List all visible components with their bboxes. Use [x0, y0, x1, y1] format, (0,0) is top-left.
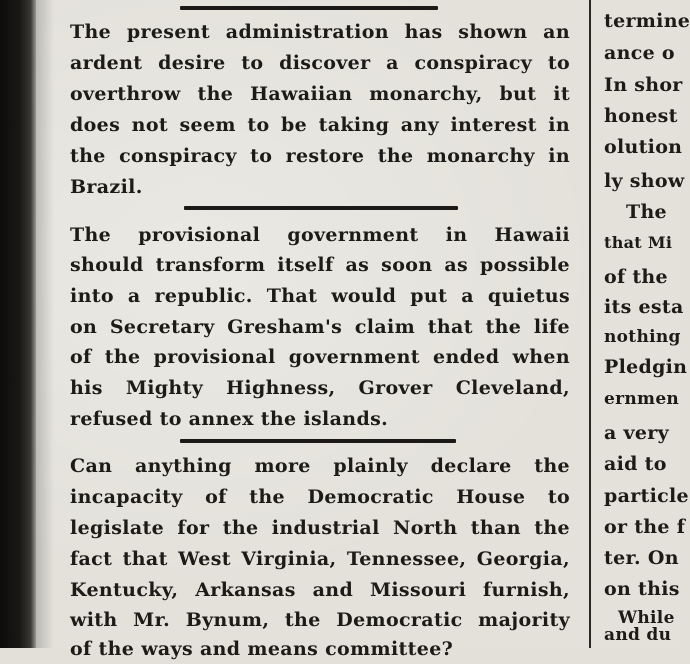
text-line: ernmen	[604, 389, 680, 409]
text-line: particle	[604, 485, 689, 507]
text-line: his Mighty Highness, Grover Cleveland,	[70, 377, 570, 399]
text-line: ter. On	[604, 547, 679, 569]
gutter-shadow	[36, 0, 54, 648]
text-line: incapacity of the Democratic House to	[70, 486, 570, 508]
text-line: honest	[604, 105, 678, 127]
text-line: of the	[604, 266, 668, 288]
text-line: Can anything more plainly declare the	[70, 455, 570, 477]
text-line: refused to annex the islands.	[70, 408, 389, 430]
text-line: should transform itself as soon as possible	[70, 254, 570, 276]
scan-dark-edge	[0, 0, 36, 648]
text-line: that Mi	[604, 233, 673, 252]
column-divider	[589, 0, 591, 648]
text-line: of the ways and means committee?	[70, 638, 454, 660]
text-line: on this	[604, 578, 680, 600]
text-line: Brazil.	[70, 176, 143, 198]
text-line: of the provisional government ended when	[70, 346, 570, 368]
text-line: or the f	[604, 516, 686, 538]
text-line: nothing	[604, 327, 681, 347]
separator-rule-top	[180, 6, 438, 10]
text-line: its esta	[604, 296, 684, 318]
text-line: into a republic. That would put a quietus	[70, 285, 570, 307]
text-line: overthrow the Hawaiian monarchy, but it	[70, 83, 570, 105]
text-line: fact that West Virginia, Tennessee, Georgia,	[70, 548, 570, 570]
text-line: and du	[604, 625, 672, 645]
text-line: The provisional government in Hawaii	[70, 224, 570, 246]
text-line: In shor	[604, 74, 683, 96]
adjacent-column-cropped	[596, 0, 690, 648]
text-line: on Secretary Gresham's claim that the life	[70, 316, 570, 338]
text-line: a very	[604, 422, 669, 444]
text-line: with Mr. Bynum, the Democratic majority	[70, 609, 570, 631]
text-line: ardent desire to discover a conspiracy to	[70, 52, 570, 74]
text-line: ance o	[604, 42, 675, 64]
separator-rule	[180, 439, 456, 443]
separator-rule	[184, 206, 458, 210]
text-line: While	[618, 608, 675, 628]
text-line: Pledgin	[604, 356, 688, 378]
text-line: the conspiracy to restore the monarchy in	[70, 145, 570, 167]
text-line: legislate for the industrial North than the	[70, 517, 570, 539]
editorial-column	[60, 0, 580, 660]
text-line: olution	[604, 136, 683, 158]
text-line: ly show	[604, 170, 685, 192]
text-line: The	[626, 201, 667, 223]
text-line: The present administration has shown an	[70, 21, 570, 43]
text-line: Kentucky, Arkansas and Missouri furnish,	[70, 579, 570, 601]
text-line: aid to	[604, 453, 667, 475]
text-line: termine	[604, 10, 690, 32]
text-line: does not seem to be taking any interest in	[70, 114, 570, 136]
